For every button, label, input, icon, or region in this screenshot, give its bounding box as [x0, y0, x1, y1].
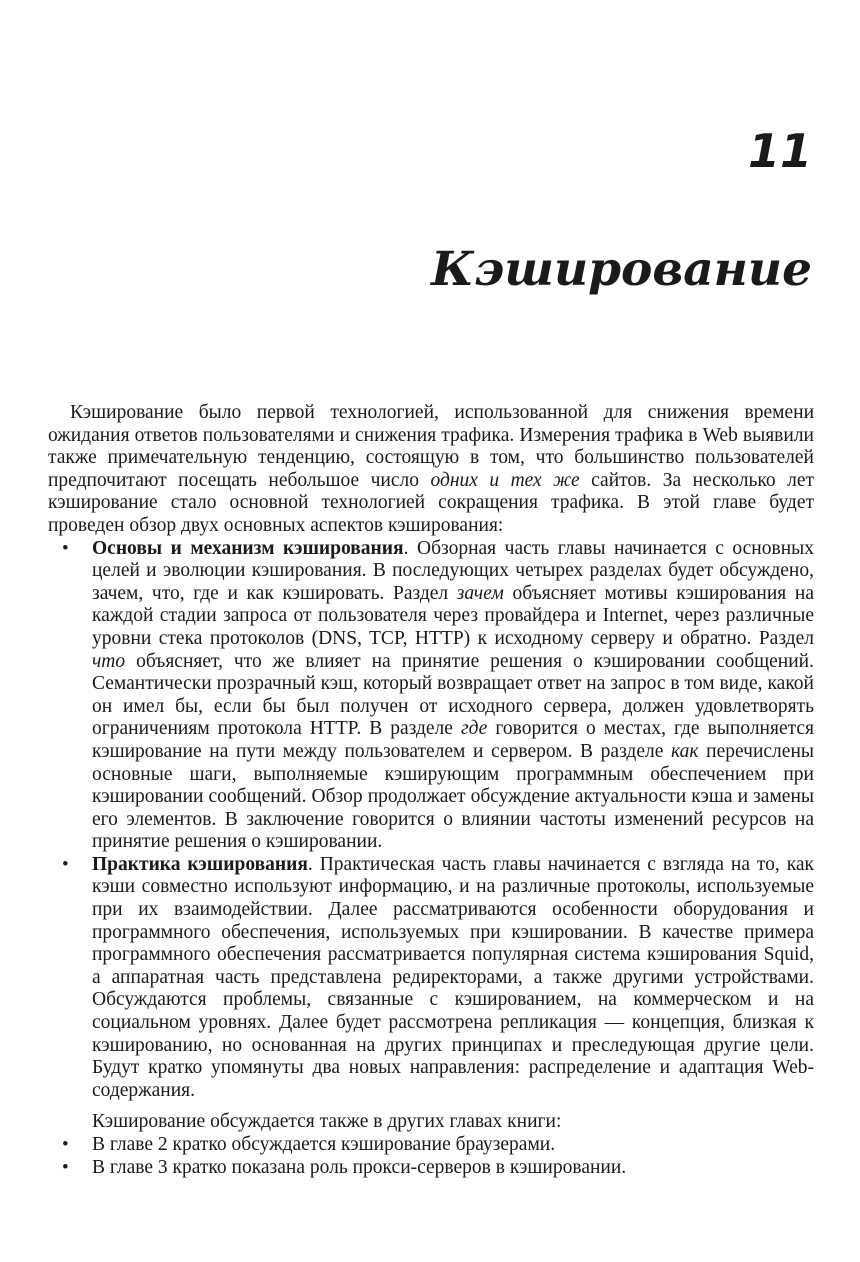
chapter-title: Кэширование [431, 242, 812, 297]
bullet-lead: Основы и механизм кэширования [92, 537, 404, 559]
intro-text: сайтов. За несколько лет кэширование стало основной технологией сокращения трафика. В этой главе будет проведен обзор двух основных аспектов кэширования: [48, 469, 814, 536]
bullet-emphasis: как [671, 740, 699, 762]
bullet-text: В главе 3 кратко показана роль прокси-серверов в кэшировании. [92, 1156, 627, 1178]
bullet-text: перечислены основные шаги, выполняемые кэширующим программным обеспечением при кэшировании сообщений. Обзор продолжает обсуждение актуальности кэша и замены его элементов. В заключение говорится о влиянии частоты изменений ресурсов на принятие решения о кэшировании. [92, 740, 814, 853]
bullet-item-basics [48, 538, 814, 854]
bullet-marker: • [62, 537, 69, 559]
bullet-text: говорится о местах, где выполняется кэширование на пути между пользователем и сервером. В разделе [92, 718, 814, 762]
intro-text: Кэширование было первой технологией, использованной для снижения времени ожидания ответов пользователями и снижения трафика. Измерения трафика в Web выявили также примечательную тенденцию, состоящую в том, что большинство пользователей предпочитают посещать небольшое число [48, 402, 814, 491]
bullet-item-chapter-3 [48, 1157, 814, 1180]
bullet-text: объясняет мотивы кэширования на каждой стадии запроса от пользователя через провайдера и Internet, через различные уровни стека протоколов (DNS, TCP, HTTP) к исходному серверу и обратно. Раздел [92, 582, 814, 649]
bullet-marker: • [62, 853, 69, 875]
other-chapters-intro: Кэширование обсуждается также в других главах книги: [92, 1111, 562, 1133]
chapter-number: 11 [747, 124, 812, 178]
intro-emphasis: одних и тех же [430, 469, 580, 491]
bullet-emphasis: где [460, 718, 488, 740]
bullet-text: . Практическая часть главы начинается с взгляда на то, как кэши совместно используют информацию, и на различные протоколы, используемые при их взаимодействии. Далее рассматриваются особенности оборудования и программного обеспечения, используемых при кэшировании. В качестве примера программного обеспечения рассматривается популярная система кэширования Squid, а аппаратная часть представлена редиректорами, а также другими устройствами. Обсуждаются проблемы, связанные с кэшированием, на коммерческом и на социальном уровнях. Далее будет рассмотрена репликация — концепция, близкая к кэшированию, но основанная на других принципах и преследующая другие цели. Будут кратко упомянуты два новых направления: распределение и адаптация Web-содержания. [92, 853, 815, 1101]
bullet-item-practice [48, 854, 814, 1103]
bullet-text: . Обзорная часть главы начинается с основных целей и эволюции кэширования. В последующих четырех разделах будет обсуждено, зачем, что, где и как кэшировать. Раздел [92, 537, 814, 604]
bullet-emphasis: что [92, 650, 126, 672]
bullet-emphasis: зачем [456, 582, 504, 604]
bullet-text: объясняет, что же влияет на принятие решения о кэшировании сообщений. Семантически прозрачный кэш, который возвращает ответ на запрос в том виде, какой он имел бы, если бы был получен от исходного сервера, должен удовлетворять ограничениям протокола HTTP. В разделе [92, 650, 814, 740]
bullet-text: В главе 2 кратко обсуждается кэширование браузерами. [92, 1134, 556, 1155]
bullet-lead: Практика кэширования [92, 853, 308, 875]
bullet-marker: • [62, 1156, 69, 1178]
intro-paragraph [48, 402, 814, 538]
chapter-body [48, 402, 814, 1179]
bullet-item-chapter-2 [48, 1134, 814, 1157]
bullet-marker: • [62, 1134, 69, 1155]
